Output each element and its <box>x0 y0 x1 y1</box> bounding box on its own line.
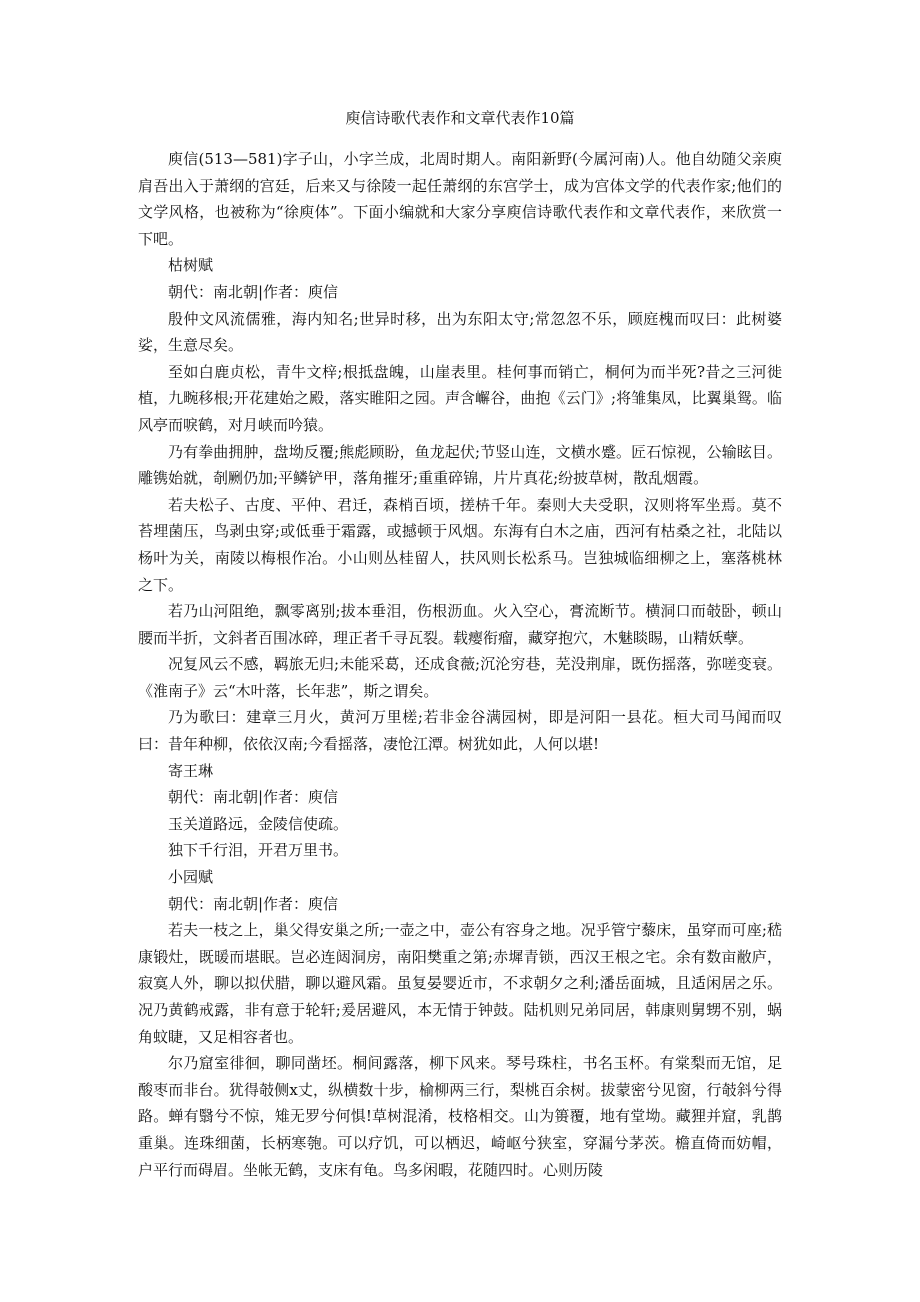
author-line: 朝代：南北朝|作者：庾信 <box>168 282 339 301</box>
text-paragraph: 乃有拳曲拥肿，盘坳反覆;熊彪顾盼，鱼龙起伏;节竖山连，文横水蹙。匠石惊视，公输眩目。雕镌始就，剞劂仍加;平鳞铲甲，落角摧牙;重重碎锦，片片真花;纷披草树，散乱烟霞。 <box>138 442 782 488</box>
poem-line: 独下千行泪，开君万里书。 <box>168 841 349 860</box>
text-paragraph: 况复风云不感，羁旅无归;未能采葛，还成食薇;沉沦穷巷，芜没荆扉，既伤摇落，弥嗟变衰。《淮南子》云“木叶落，长年悲”，斯之谓矣。 <box>138 655 782 700</box>
document-title: 庾信诗歌代表作和文章代表作10篇 <box>345 109 575 127</box>
document-body <box>138 146 782 1183</box>
intro-paragraph: 庾信(513—581)字子山，小字兰成，北周时期人。南阳新野(今属河南)人。他自幼随父亲庾肩吾出入于萧纲的宫廷，后来又与徐陵一起任萧纲的东宫学士，成为宫体文学的代表作家;他们的文学风格，也被称为“徐庾体”。下面小编就和大家分享庾信诗歌代表作和文章代表作，来欣赏一下吧。 <box>138 150 782 248</box>
text-paragraph: 殷仲文风流儒雅，海内知名;世异时移，出为东阳太守;常忽忽不乐，顾庭槐而叹曰：此树婆娑，生意尽矣。 <box>138 309 782 355</box>
text-paragraph: 若夫一枝之上，巢父得安巢之所;一壶之中，壶公有容身之地。况乎管宁藜床，虽穿而可座;嵇康锻灶，既暖而堪眠。岂必连闼洞房，南阳樊重之第;赤墀青锁，西汉王根之宅。余有数亩敝庐，寂寞人外，聊以拟伏腊，聊以避风霜。虽复晏婴近市，不求朝夕之利;潘岳面城，且适闲居之乐。况乃黄鹤戒露，非有意于轮轩;爰居避风，本无情于钟鼓。陆机则兄弟同居，韩康则舅甥不别，蜗角蚊睫，又足相容者也。 <box>138 921 782 1046</box>
section-heading-kushu-fu: 枯树赋 <box>168 256 214 275</box>
document-page <box>138 108 782 1183</box>
section-heading-xiaoyuan-fu: 小园赋 <box>168 868 214 887</box>
text-paragraph: 若乃山河阻绝，飘零离别;拔本垂泪，伤根沥血。火入空心，膏流断节。横洞口而攲卧，顿山腰而半折，文斜者百围冰碎，理正者千寻瓦裂。载瘿衔瘤，藏穿抱穴，木魅睒睗，山精妖孽。 <box>138 602 782 647</box>
poem-line: 玉关道路远，金陵信使疏。 <box>168 814 349 833</box>
text-paragraph: 若夫松子、古度、平仲、君迁，森梢百顷，搓枿千年。秦则大夫受职，汉则将军坐焉。莫不苔埋菌压，鸟剥虫穿;或低垂于霜露，或撼顿于风烟。东海有白木之庙，西河有枯桑之社，北陆以杨叶为关，南陵以梅根作冶。小山则丛桂留人，扶风则长松系马。岂独城临细柳之上，塞落桃林之下。 <box>138 495 782 594</box>
text-paragraph: 至如白鹿贞松，青牛文梓;根抵盘魄，山崖表里。桂何事而销亡，桐何为而半死?昔之三河徙植，九畹移根;开花建始之殿，落实睢阳之园。声含嶰谷，曲抱《云门》;将雏集凤，比翼巢鸳。临风亭而唳鹤，对月峡而吟猿。 <box>138 362 782 434</box>
text-paragraph: 乃为歌曰：建章三月火，黄河万里槎;若非金谷满园树，即是河阳一县花。桓大司马闻而叹曰：昔年种柳，依依汉南;今看摇落，凄怆江潭。树犹如此，人何以堪! <box>138 708 782 754</box>
author-line: 朝代：南北朝|作者：庾信 <box>168 894 339 913</box>
text-paragraph: 尔乃窟室徘徊，聊同凿坯。桐间露落，柳下风来。琴号珠柱，书名玉杯。有棠梨而无馆，足酸枣而非台。犹得攲侧ⅹ丈，纵横数十步，榆柳两三行，梨桃百余树。拔蒙密兮见窗，行攲斜兮得路。蝉有翳兮不惊，雉无罗兮何惧!草树混淆，枝格相交。山为篑覆，地有堂坳。藏狸并窟，乳鹊重巢。连珠细菌，长柄寒匏。可以疗饥，可以栖迟，崎岖兮狭室，穿漏兮茅茨。檐直倚而妨帽，户平行而碍眉。坐帐无鹤，支床有龟。鸟多闲暇，花随四时。心则历陵 <box>138 1054 782 1179</box>
author-line: 朝代：南北朝|作者：庾信 <box>168 788 339 807</box>
section-heading-ji-wanglin: 寄王琳 <box>168 761 214 780</box>
